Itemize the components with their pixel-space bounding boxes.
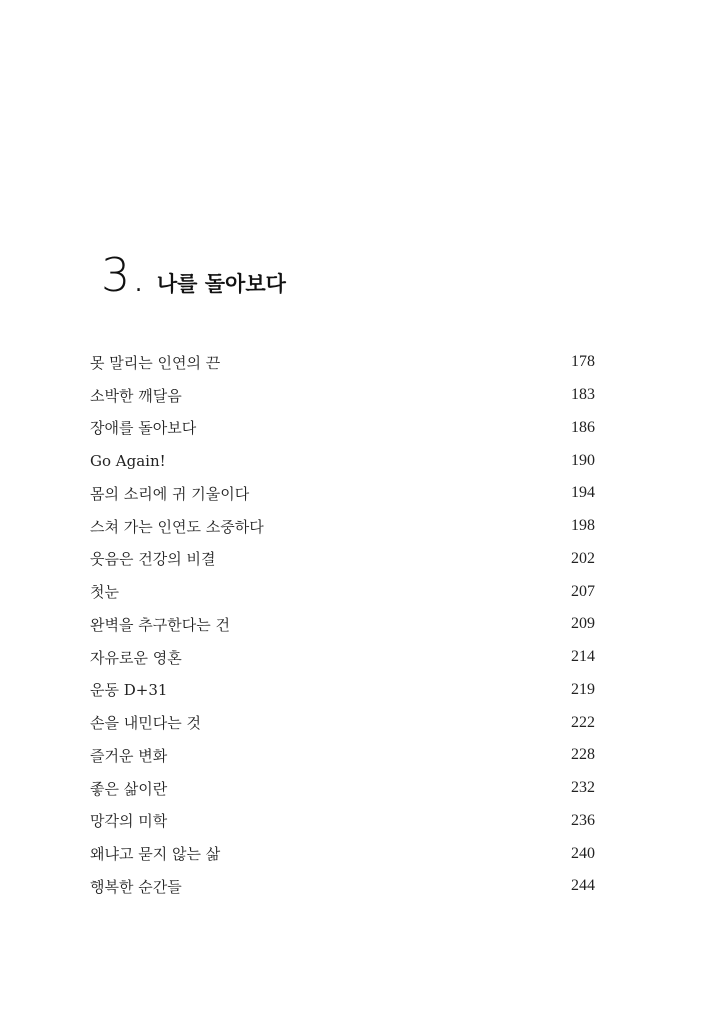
toc-entry-title: 장애를 돌아보다 — [90, 419, 197, 438]
toc-entry-title: 스쳐 가는 인연도 소중하다 — [90, 517, 264, 536]
toc-entry — [90, 543, 595, 576]
toc-entry — [90, 805, 595, 838]
toc-entry-title: 망각의 미학 — [90, 812, 168, 831]
toc-entry — [90, 739, 595, 772]
toc-entry-title: 못 말리는 인연의 끈 — [90, 353, 221, 372]
toc-entry-page: 183 — [571, 386, 595, 404]
toc-entry-title: 왜냐고 묻지 않는 삶 — [90, 845, 221, 864]
toc-entry-title: 소박한 깨달음 — [90, 386, 182, 405]
toc-entry — [90, 575, 595, 608]
toc-entry-page: 207 — [571, 582, 595, 600]
toc-entry — [90, 412, 595, 445]
chapter-heading — [101, 248, 286, 302]
toc-entry-title: 첫눈 — [90, 583, 119, 602]
toc-entry-page: 190 — [571, 451, 595, 469]
chapter-number: 3. — [101, 248, 147, 302]
toc-entry-title: 행복한 순간들 — [90, 877, 182, 896]
toc-entry-title: 즐거운 변화 — [90, 746, 168, 765]
toc-entry-title: 자유로운 영혼 — [90, 648, 182, 667]
table-of-contents — [90, 346, 595, 903]
toc-entry — [90, 608, 595, 641]
toc-entry-page: 202 — [571, 549, 595, 567]
toc-entry-title: Go Again! — [90, 451, 166, 470]
chapter-title: 나를 돌아보다 — [156, 272, 286, 296]
toc-entry — [90, 641, 595, 674]
toc-entry-page: 214 — [571, 648, 595, 666]
toc-entry-page: 186 — [571, 418, 595, 436]
toc-entry-title: 좋은 삶이란 — [90, 779, 168, 798]
toc-entry-page: 222 — [571, 713, 595, 731]
toc-entry — [90, 870, 595, 903]
toc-entry-page: 244 — [571, 877, 595, 895]
toc-entry-title: 몸의 소리에 귀 기울이다 — [90, 484, 250, 503]
toc-entry — [90, 346, 595, 379]
toc-entry-page: 209 — [571, 615, 595, 633]
toc-entry — [90, 444, 595, 477]
toc-entry-title: 운동 D+31 — [90, 681, 168, 700]
toc-entry — [90, 379, 595, 412]
toc-entry-page: 219 — [571, 680, 595, 698]
toc-entry — [90, 772, 595, 805]
toc-entry-title: 웃음은 건강의 비결 — [90, 550, 216, 569]
toc-entry-page: 178 — [571, 353, 595, 371]
toc-entry-page: 198 — [571, 517, 595, 535]
toc-entry-page: 232 — [571, 779, 595, 797]
toc-entry — [90, 837, 595, 870]
toc-entry-page: 236 — [571, 811, 595, 829]
toc-entry — [90, 477, 595, 510]
toc-entry-page: 240 — [571, 844, 595, 862]
toc-entry — [90, 706, 595, 739]
toc-entry-page: 228 — [571, 746, 595, 764]
toc-entry — [90, 674, 595, 707]
toc-entry-page: 194 — [571, 484, 595, 502]
toc-entry — [90, 510, 595, 543]
toc-entry-title: 완벽을 추구한다는 건 — [90, 615, 230, 634]
toc-entry-title: 손을 내민다는 것 — [90, 714, 201, 733]
